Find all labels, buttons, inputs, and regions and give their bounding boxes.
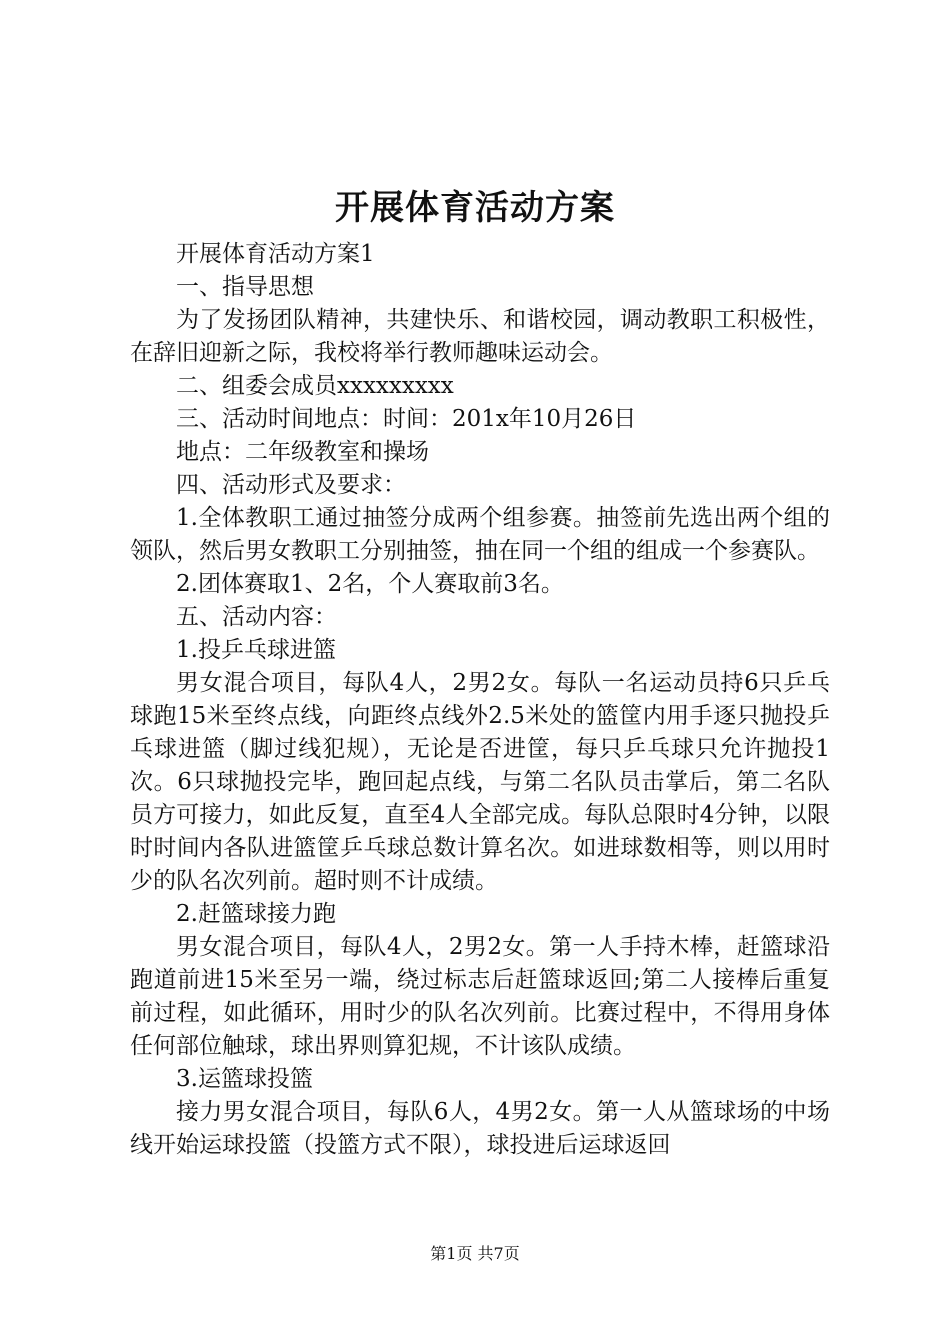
- document-body: [130, 238, 830, 1162]
- paragraph-format-2: 2.团体赛取1、2名，个人赛取前3名。: [176, 571, 564, 597]
- paragraph-time: 三、活动时间地点：时间：201x年10月26日: [176, 406, 637, 432]
- paragraph-event-3-text: 接力男女混合项目，每队6人，4男2女。第一人从篮球场的中场线开始运球投篮（投篮方式不限），球投进后运球返回: [130, 1099, 830, 1158]
- paragraph-event-1-text: 男女混合项目，每队4人，2男2女。每队一名运动员持6只乒乓球跑15米至终点线，向距终点线外2.5米处的篮筐内用手逐只抛投乒乓球进篮（脚过线犯规），无论是否进筐，每只乒乓球只允许抛投1次。6只球抛投完毕，跑回起点线，与第二名队员击掌后，第二名队员方可接力，如此反复，直至4人全部完成。每队总限时4分钟，以限时时间内各队进篮筐乒乓球总数计算名次。如进球数相等，则以用时少的队名次列前。超时则不计成绩。: [130, 670, 830, 894]
- paragraph-plan-heading: 开展体育活动方案1: [176, 241, 375, 267]
- paragraph-committee: 二、组委会成员xxxxxxxxx: [176, 373, 454, 399]
- paragraph-event-2-title: 2.赶篮球接力跑: [176, 901, 336, 927]
- paragraph-section-format: 四、活动形式及要求：: [176, 472, 406, 498]
- paragraph-event-2-text: 男女混合项目，每队4人，2男2女。第一人手持木棒，赶篮球沿跑道前进15米至另一端，绕过标志后赶篮球返回;第二人接棒后重复前过程，如此循环，用时少的队名次列前。比赛过程中，不得用身体任何部位触球，球出界则算犯规，不计该队成绩。: [130, 934, 830, 1059]
- paragraph-event-3-title: 3.运篮球投篮: [176, 1066, 313, 1092]
- paragraph-format-1: 1.全体教职工通过抽签分成两个组参赛。抽签前先选出两个组的领队，然后男女教职工分别抽签，抽在同一个组的组成一个参赛队。: [130, 505, 830, 564]
- document-title: 开展体育活动方案: [335, 188, 615, 228]
- paragraph-section-guiding: 一、指导思想: [176, 274, 314, 300]
- paragraph-section-content: 五、活动内容：: [176, 604, 337, 630]
- paragraph-location: 地点：二年级教室和操场: [176, 439, 429, 465]
- paragraph-event-1-title: 1.投乒乓球进篮: [176, 637, 336, 663]
- page-footer: 第1页 共7页: [430, 1244, 520, 1263]
- paragraph-guiding-text: 为了发扬团队精神，共建快乐、和谐校园，调动教职工积极性，在辞旧迎新之际，我校将举行教师趣味运动会。: [130, 307, 830, 366]
